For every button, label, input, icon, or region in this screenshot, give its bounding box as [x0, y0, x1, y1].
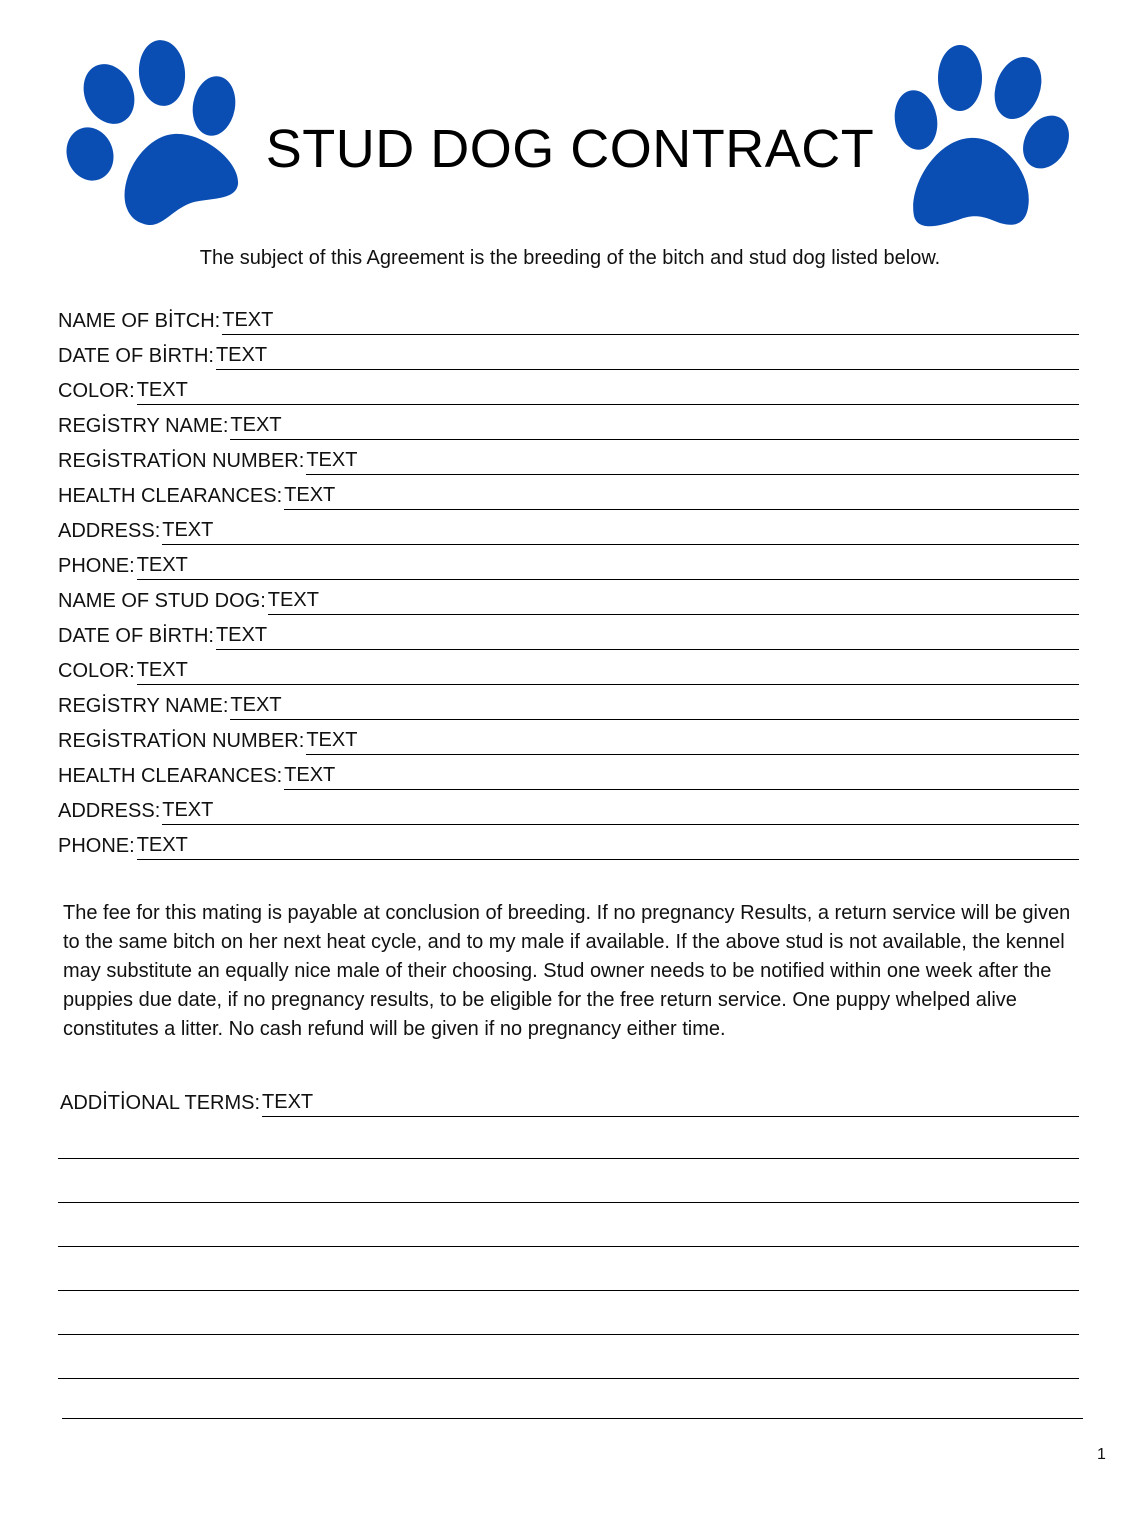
intro-text: The subject of this Agreement is the breeding of the bitch and stud dog listed below.	[199, 247, 941, 269]
page-title: STUD DOG CONTRACT	[265, 119, 875, 179]
field-label: REGİSTRY NAME:	[58, 695, 229, 717]
stud-health-clearances-field[interactable]: TEXT	[284, 763, 1079, 790]
stud-name-field[interactable]: TEXT	[268, 588, 1079, 615]
field-label: DATE OF BİRTH:	[58, 625, 214, 647]
stud-name-row	[58, 580, 1079, 615]
bitch-address-field[interactable]: TEXT	[162, 518, 1079, 545]
field-label: ADDRESS:	[58, 800, 161, 822]
bitch-name-field[interactable]: TEXT	[222, 308, 1079, 335]
stud-address-row	[58, 790, 1079, 825]
terms-paragraph: The fee for this mating is payable at conclusion of breeding. If no pregnancy Results, a return service will be given to the same bitch on her next heat cycle, and to my male if available. If the above stud is not available, the kennel may substitute an equally nice male of their choosing. Stud owner needs to be notified within one week after the puppies due date, if no pregnancy results, to be eligible for the free return service. One puppy whelped alive constitutes a litter. No cash refund will be given if no pregnancy either time.	[63, 902, 1071, 1040]
stud-dob-field[interactable]: TEXT	[216, 623, 1079, 650]
additional-terms-blank-line[interactable]	[58, 1246, 1079, 1247]
stud-registration-number-row	[58, 720, 1079, 755]
contract-fields	[58, 300, 1079, 860]
stud-health-clearances-row	[58, 755, 1079, 790]
bitch-phone-field[interactable]: TEXT	[137, 553, 1079, 580]
stud-dob-row	[58, 615, 1079, 650]
field-label: ADDİTİONAL TERMS:	[60, 1092, 261, 1114]
field-label: COLOR:	[58, 380, 135, 402]
field-label: NAME OF STUD DOG:	[58, 590, 266, 612]
field-label: REGİSTRY NAME:	[58, 415, 229, 437]
bitch-dob-field[interactable]: TEXT	[216, 343, 1079, 370]
stud-address-field[interactable]: TEXT	[162, 798, 1079, 825]
bitch-health-clearances-field[interactable]: TEXT	[284, 483, 1079, 510]
bitch-color-row	[58, 370, 1079, 405]
field-label: REGİSTRATİON NUMBER:	[58, 730, 305, 752]
bitch-registry-name-row	[58, 405, 1079, 440]
additional-terms-blank-line[interactable]	[58, 1290, 1079, 1291]
stud-color-field[interactable]: TEXT	[137, 658, 1079, 685]
bitch-color-field[interactable]: TEXT	[137, 378, 1079, 405]
field-label: HEALTH CLEARANCES:	[58, 765, 283, 787]
additional-terms-blank-line[interactable]	[58, 1334, 1079, 1335]
additional-terms-row	[60, 1082, 1079, 1117]
additional-terms-field[interactable]: TEXT	[262, 1090, 1079, 1117]
field-label: PHONE:	[58, 835, 135, 857]
page-number: 1	[1097, 1446, 1106, 1463]
field-label: NAME OF BİTCH:	[58, 310, 221, 332]
field-label: ADDRESS:	[58, 520, 161, 542]
bitch-health-clearances-row	[58, 475, 1079, 510]
additional-terms-blank-line[interactable]	[58, 1158, 1079, 1159]
additional-terms-blank-line[interactable]	[58, 1378, 1079, 1379]
stud-phone-field[interactable]: TEXT	[137, 833, 1079, 860]
field-label: REGİSTRATİON NUMBER:	[58, 450, 305, 472]
field-label: HEALTH CLEARANCES:	[58, 485, 283, 507]
stud-color-row	[58, 650, 1079, 685]
bitch-registration-number-field[interactable]: TEXT	[306, 448, 1079, 475]
field-label: COLOR:	[58, 660, 135, 682]
bitch-registry-name-field[interactable]: TEXT	[230, 413, 1079, 440]
additional-terms-blank-line[interactable]	[58, 1202, 1079, 1203]
bitch-phone-row	[58, 545, 1079, 580]
bitch-name-row	[58, 300, 1079, 335]
stud-registration-number-field[interactable]: TEXT	[306, 728, 1079, 755]
stud-registry-name-row	[58, 685, 1079, 720]
bitch-address-row	[58, 510, 1079, 545]
stud-registry-name-field[interactable]: TEXT	[230, 693, 1079, 720]
additional-terms-blank-line[interactable]	[62, 1418, 1083, 1419]
stud-phone-row	[58, 825, 1079, 860]
field-label: DATE OF BİRTH:	[58, 345, 214, 367]
bitch-dob-row	[58, 335, 1079, 370]
bitch-registration-number-row	[58, 440, 1079, 475]
field-label: PHONE:	[58, 555, 135, 577]
